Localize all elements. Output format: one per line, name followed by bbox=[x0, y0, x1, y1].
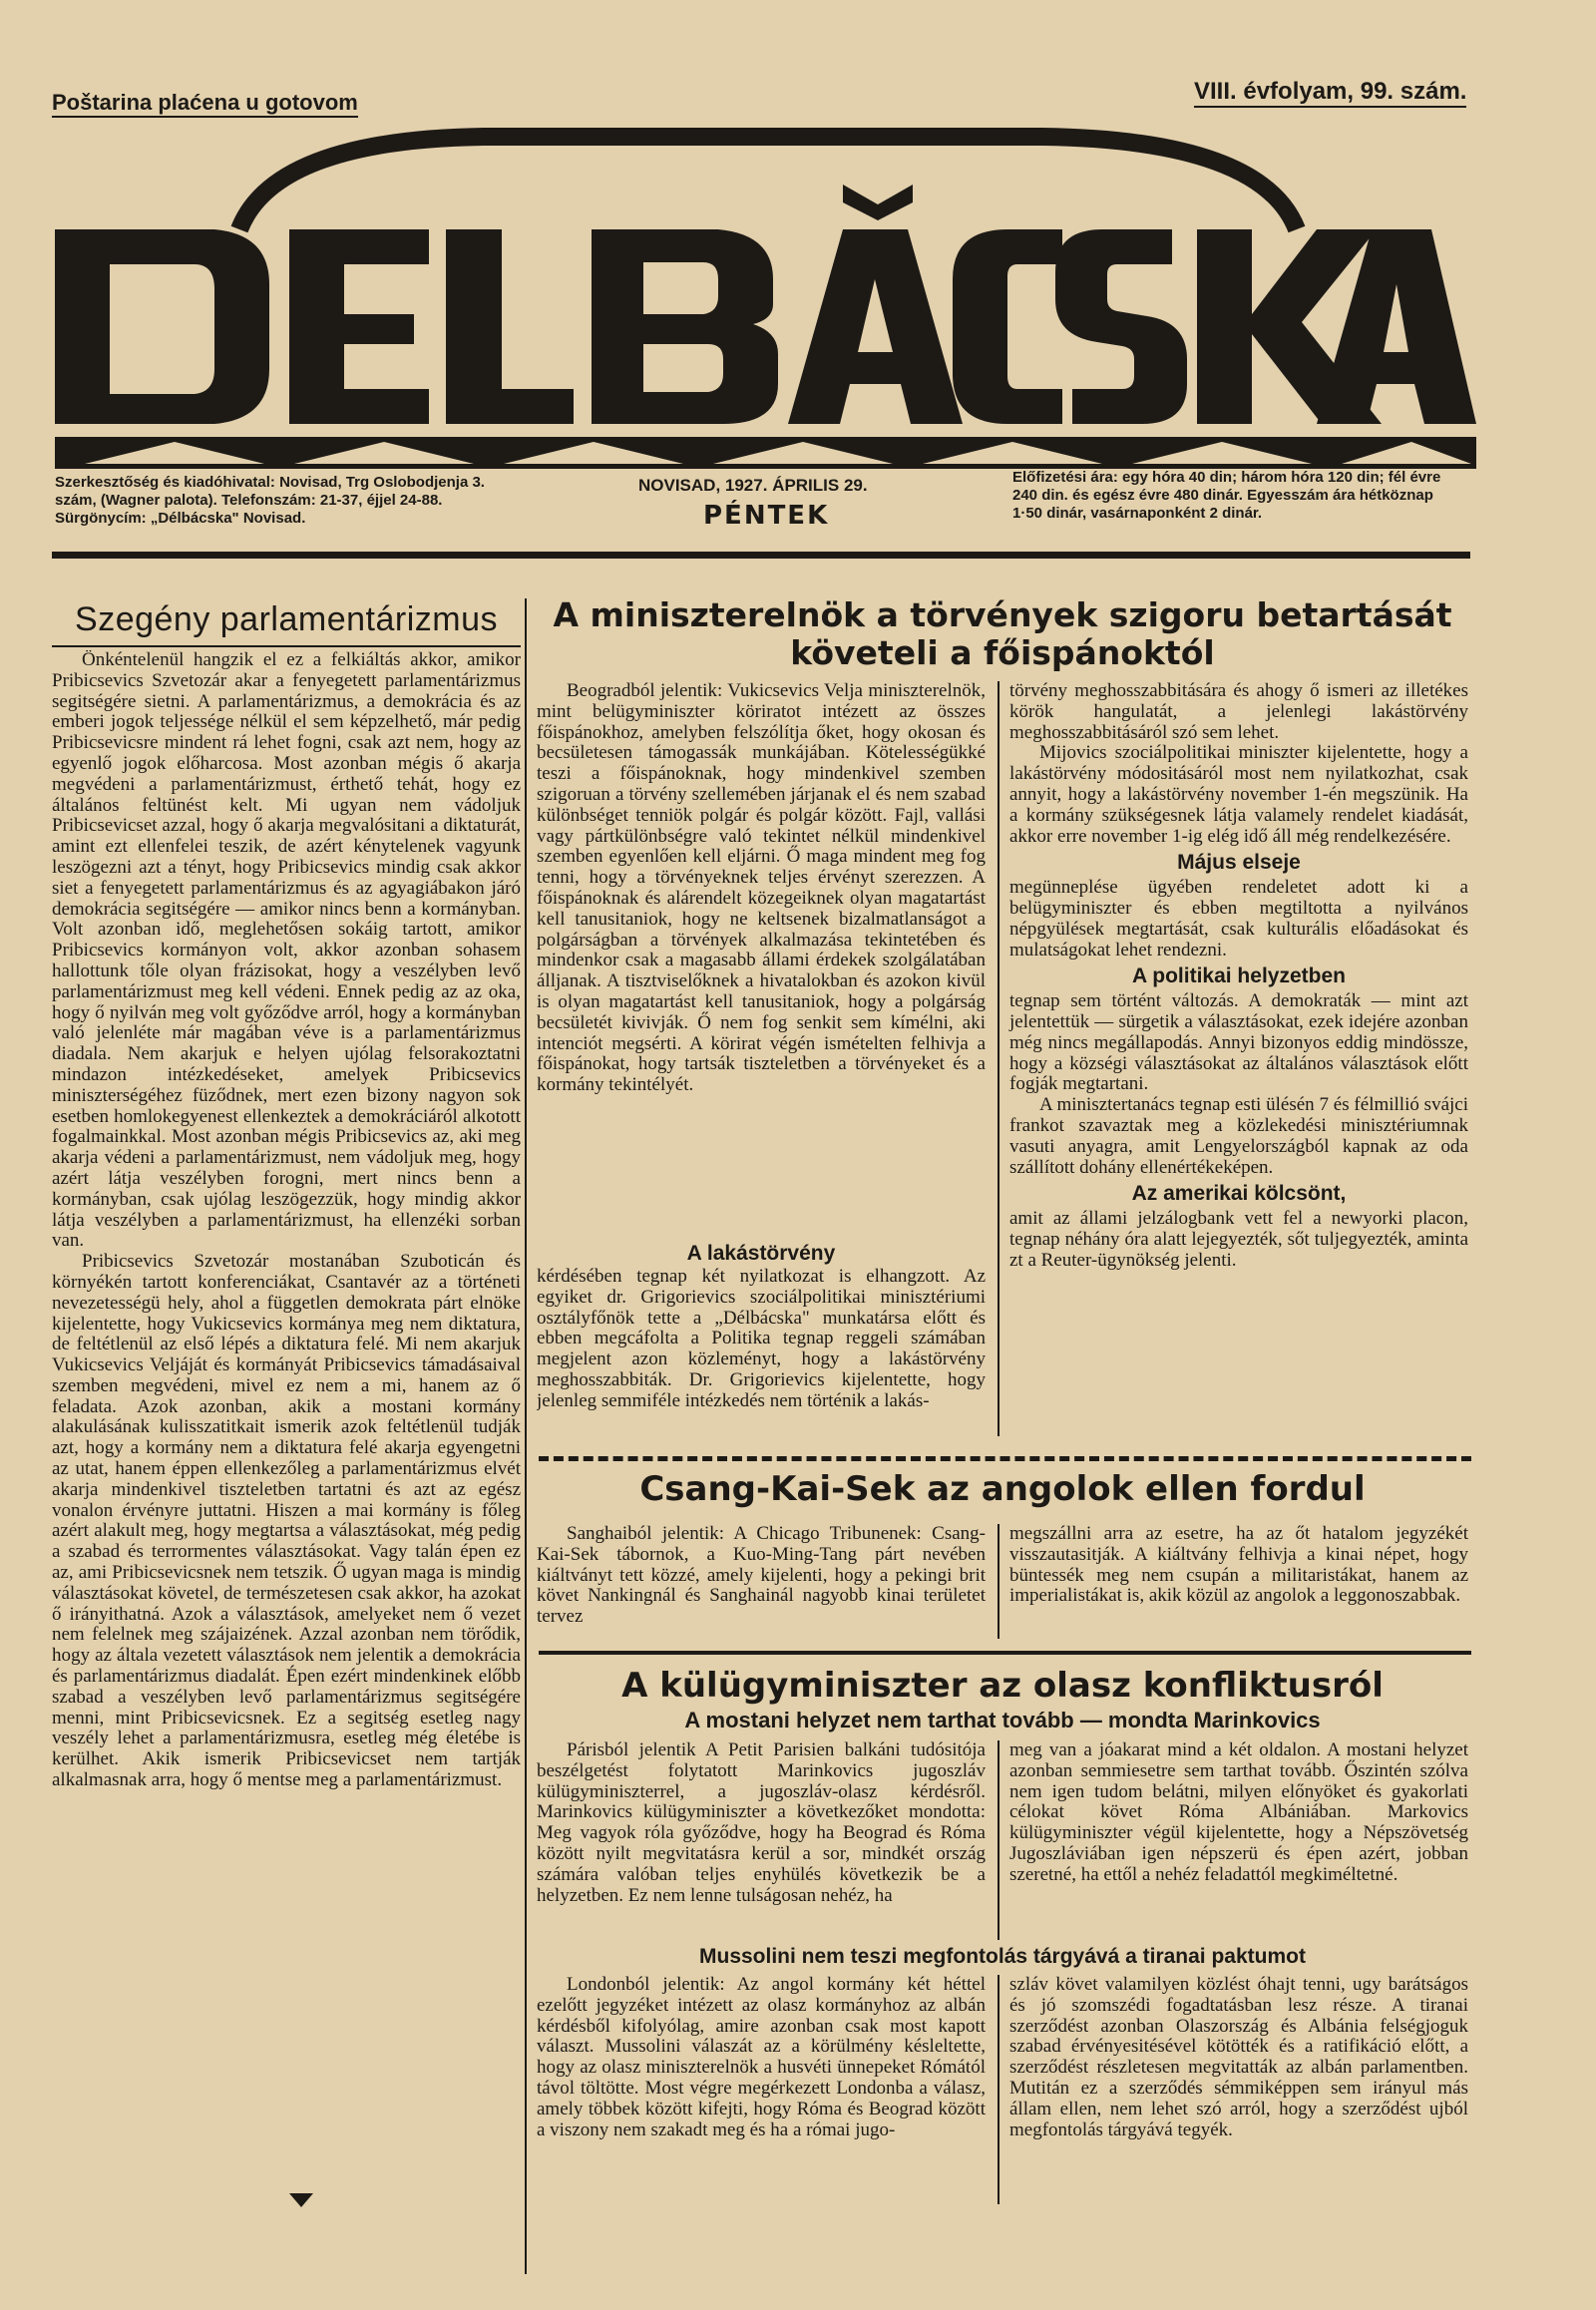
mussolini-col1 bbox=[537, 1975, 986, 2204]
left-article-body bbox=[52, 650, 521, 2189]
issue-date: NOVISAD, 1927. ÁPRILIS 29. bbox=[638, 476, 868, 495]
csang-article-title: Csang-Kai-Sek az angolok ellen fordul bbox=[639, 1469, 1366, 1509]
csang-column-divider bbox=[998, 1524, 999, 1639]
column-divider bbox=[525, 598, 527, 2274]
weekday: PÉNTEK bbox=[703, 501, 830, 531]
paragraph: törvény meghosszabbitására és ahogy ő ismeri az illetékes körök hangulatát, a jelenlegi lakástörvény meghosszabbitásáról szó sem lehet. bbox=[1009, 680, 1468, 743]
paragraph: megszállni arra az esetre, ha az őt hatalom jegyzékét visszautasitják. A kiáltvány felhivja a kinai népet, hogy büntessék meg nem csupán a militaristákat, hanem az imperialistákat is, akik közül az angolok a leggonoszabbak. bbox=[1009, 1523, 1468, 1607]
mussolini-col2 bbox=[1009, 1975, 1468, 2204]
postage-note: Poštarina plaćena u gotovom bbox=[52, 90, 358, 118]
subscription-info: Előfizetési ára: egy hóra 40 din; három hóra 120 din; fél évre 240 din. és egész évre 480 dinár. Egyesszám ára hétköznap 1·50 dinár, vasárnaponként 2 dinár. bbox=[1012, 469, 1441, 522]
paragraph: A minisztertanács tegnap esti ülésén 7 és félmillió svájci frankot szavaztak meg a közlekedési minisztériumnak vasuti anyagra, amit Lengyelországból kapnak az oda szállított dohány ellenértékeképen. bbox=[1009, 1094, 1468, 1178]
mussolini-subhead: Mussolini nem teszi megfontolás tárgyává a tiranai paktumot bbox=[699, 1945, 1306, 1968]
paragraph: szláv követ valamilyen közlést óhajt tenni, ugy barátságos és jó szomszédi fogadtatásban lesz része. A tiranai szerződést azonban Olaszország és Albánia felségjoguk szabad érvényesitésével kötötték és a ratifikáció előtt, a szerződést részletesen megvitatták az albán parlamentben. Mutitán ez a szerződés sémmiképpen sem irányul más állam ellen, nem lehet szó arról, hogy a szerződést ujból megfontolás tárgyává tegyék. bbox=[1009, 1975, 1468, 2140]
paragraph: Mijovics szociálpolitikai miniszter kijelentette, hogy a lakástörvény módositásáról most nem nyilatkozhat, csak annyit, hogy a lakástörvény november 1-én megszünik. Ha a kormány szükségesnek látja valamely rendelet kiadását, akkor erre november 1-ig elég idő áll még rendelkezésére. bbox=[1009, 742, 1468, 847]
main-col1-sub-body bbox=[537, 1267, 986, 1436]
csang-col1 bbox=[537, 1524, 986, 1644]
paragraph: kérdésében tegnap két nyilatkozat is elhangzott. Az egyiket dr. Grigorievics szociálpolitikai minisztériumi osztályfőnök tette a „Délbácska" munkatársa előtt és ebben megcáfolta a Politika tegnap reggeli számában megjelent azon közleményt, hogy a lakástörvény meghosszabbiták. Dr. Grigorievics kijelentette, hogy jelenleg semmiféle intézkedés nem történik a lakás- bbox=[537, 1267, 986, 1411]
main-article-title: A miniszterelnök a törvények szigoru betartását követeli a főispánoktól bbox=[553, 595, 1452, 672]
main-col1-body bbox=[537, 681, 986, 1240]
paragraph: megünneplése ügyében rendeletet adott ki a belügyminiszter és ebben megtiltotta a nyilvános népgyülések megtartását, csak kulturális előadásokat és mulatságokat lehet rendezni. bbox=[1009, 877, 1468, 961]
subhead-majus: Május elseje bbox=[1177, 851, 1301, 875]
subhead-amerikai: Az amerikai kölcsönt, bbox=[1131, 1182, 1347, 1206]
section-divider bbox=[539, 1456, 1471, 1461]
paragraph: Beogradból jelentik: Vukicsevics Velja miniszterelnök, mint belügyminiszter köriratot intézett az összes főispánokhoz, amelyben felszólítja őket, hogy okosan és becsületesen támogassák munkájában. Kötelességükké teszi a főispánoknak, hogy mindenkivel szemben szigoruan a törvény szellemében járjanak el és nem szabad különbséget tenniök polgár és polgár között. Fajl, vallási vagy pártkülönbségre való tekintet nélkül mindenkivel szemben egyenlően kell eljárni. Ő maga mindent meg fog tenni, hogy a törvényeknek teljes érvényt szerezzen. A főispánoknak és alárendelt közegeiknek olyan magatartást kell tanusitaniok, hogy ne keltsenek bizalmatlanságot a polgárságban a törvények alkalmazása tekintetében és mindenkor csak a magasabb állami érdekek szolgálatában álljanak. A tisztviselőknek a hivatalokban és azokon kivül is olyan magatartást kell tanusitaniok, hogy a polgárság becsületét kivivják. Ő nem fog senkit sem kímélni, aki intenciót megsérti. A körirat végén ismételten felhivja a főispánokat, hogy tartsák tiszteletben a törvényeket és a kormány tekintélyét. bbox=[537, 681, 986, 1096]
main-col2-body bbox=[1009, 681, 1468, 1272]
kulugy-col1 bbox=[537, 1740, 986, 1940]
issue-number: VIII. évfolyam, 99. szám. bbox=[1194, 78, 1466, 108]
kulugy-subtitle: A mostani helyzet nem tarthat tovább — mondta Marinkovics bbox=[684, 1708, 1321, 1732]
header-rule bbox=[52, 552, 1470, 559]
editorial-address: Szerkesztőség és kiadóhivatal: Novisad, Trg Oslobodjenja 3. szám, (Wagner palota). Telefonszám: 21-37, éjjel 24-88. Sürgönycím: „Délbácska" Novisad. bbox=[55, 474, 485, 527]
left-article-title: Szegény parlamentárizmus bbox=[75, 600, 498, 638]
kulugy-column-divider bbox=[998, 1740, 999, 1940]
paragraph: Londonból jelentik: Az angol kormány két héttel ezelőtt jegyzéket intézett az olasz kormányhoz az albán kérdésből kifolyólag, amire azonban csak most kapott választ. Mussolini válaszát az a körülmény késleltette, hogy az olasz miniszterelnök a husvéti ünnepeket Rómától távol töltötte. Most végre megérkezett Londonba a válasz, amely többek között kifejti, hogy Róma és Beograd között a viszony nem szakadt meg és ha a római jugo- bbox=[537, 1975, 986, 2140]
masthead-logo bbox=[55, 125, 1476, 469]
mussolini-column-divider bbox=[998, 1975, 999, 2204]
csang-col2 bbox=[1009, 1524, 1468, 1607]
paragraph: amit az állami jelzálogbank vett fel a newyorki placon, tegnap néhány óra alatt lejegyezték, sőt tuljegyezték, aminta zt a Reuter-ügynökség jelenti. bbox=[1009, 1208, 1468, 1271]
paragraph: tegnap sem történt változás. A demokraták — mint azt jelentettük — sürgetik a választásokat, ezek idejére azonban még nincs megállapodás. Annyi bizonyos eddig mindössze, hogy a községi választásokat az általános választások előtt fogják megtartani. bbox=[1009, 990, 1468, 1095]
section-rule bbox=[539, 1651, 1471, 1655]
kulugy-col2 bbox=[1009, 1740, 1468, 1940]
paragraph: Pribicsevics Szvetozár mostanában Szuboticán és környékén tartott konferenciákat, Csantavér az a történeti nevezetességü hely, ahol a független demokrata párt elnöke kijelentette, hogy Vukicsevics kormánya meg nem diktatura, de feltétlenül az első lépés a diktatura felé. Mi nem akarjuk Vukicsevics Veljáját és kormányát Pribicsevics támadásaival szemben megvédeni, mivel ez nem a mi, hanem az ő feladata. Azok azonban, akik a mostani kormány alakulásának kulisszatitkait ismerik azok feltétlenül tudják azt, hogy a kormány nem a diktatura felé akarja egyengetni az utat, hanem éppen ellenkezőleg a parlamentárizmus elvét akarja mindenkivel tiszteletben tartatni és azt az egész vonalon érvényre juttatni. Hiszen a mai kormány is főleg azért alakult meg, hogy megtartsa a választásokat, még pedig a szabad és terrormentes választásokat. Vagy talán épen ez az, ami Pribicsevicsnek nem tetszik. Ő ugyan maga is mindig választásokat követel, de természetesen csak akkor, ha azokat ő irányithatná. Azok a választások, amelyeket nem ő vezet nem felelnek meg szájaizének. Azzal azonban nem törődik, hogy az általa vezetett választások nem jelentik a demokrácia és parlamentárizmus diadalát. Épen ezért mindenkinek előbb szabad a veszélyben levő parlamentárizmus segitségére menni, mint Pribicsevicsnek. Ez a segitség esetleg nagy veszély lehet a parlamentárizmusra, esetleg még életébe is kerülhet. Akik ismerik Pribicsevicset nem tartják alkalmasnak arra, hogy ő mentse meg a parlamentárizmust. bbox=[52, 1251, 521, 1791]
left-title-rule bbox=[52, 645, 521, 647]
main-column-divider bbox=[998, 681, 999, 1436]
paragraph: Sanghaiból jelentik: A Chicago Tribunenek: Csang-Kai-Sek tábornok, a Kuo-Ming-Tang párt nevében kiáltványt tett közzé, amely kijelenti, hogy a pekingi brit követ Nankingnál és Sanghainál nagyobb kinai területet tervez bbox=[537, 1524, 986, 1628]
end-arrow-icon bbox=[289, 2193, 313, 2207]
paragraph: Párisból jelentik A Petit Parisien balkáni tudósitója beszélgetést folytatott Marinkovics jugoszláv külügyminiszterrel, a jugoszláv-olasz kérdésről. Marinkovics külügyminiszter a következőket mondotta: Meg vagyok róla győződve, hogy ha Beograd és Róma között nyilt megvitatásra kerül a sor, mindkét ország számára valóban teljes enyhülés következik be a helyzetben. Ez nem lenne tulságosan nehéz, ha bbox=[537, 1740, 986, 1906]
subhead-lakastorveny: A lakástörvény bbox=[686, 1242, 836, 1265]
paragraph: Önkéntelenül hangzik el ez a felkiáltás akkor, amikor Pribicsevics Szvetozár akar a fenyegetett parlamentárizmus segitségére sietni. A parlamentárizmus, a demokrácia és az emberi jogok teljessége nélkül el sem képzelhető, már pedig Pribicsevicsre mindent rá lehet fogni, csak azt nem, hogy az egyenlő jogok előharcosa. Most azonban mégis ő akarja megvédeni a parlamentárizmust, érthető tehát, hogy ez általános feltünést kelt. Mi ugyan nem vádoljuk Pribicsevicset azzal, hogy ő akarja megvalósitani a diktaturát, amint ezt ellenfelei teszik, de azért kénytelenek vagyunk leszögezni azt a tényt, hogy Pribicsevics mindig csak akkor siet a fenyegetett parlamentárizmus és az agyagiábakon járó demokrácia segitségére — amikor nincs benn a kormányban. Volt azonban idő, meglehetősen sokáig tartott, amikor Pribicsevics kormányon volt, akkor azonban sohasem hallottunk tőle olyan frázisokat, hogy a veszélyben levő parlamentárizmust meg kell védeni. Ennek pedig az az oka, hogy ő nyilván meg volt győződve arról, hogy a kormányban való jelenléte már magában véve is a parlamentárizmus diadala. Nem akarjuk e helyen ujólag felsorakoztatni mindazon intézkedéseket, amelyek Pribicsevics miniszterségéhez füződnek, mert ezen bizony nagyon sok esetben homlokegyenest ellenkeztek a demokráciáról alkotott fogalmainkkal. Most azonban mégis Pribicsevics az, aki meg akarja védeni a parlamentárizmust, nem vádoljuk meg, hogy azért látja veszélyben forogni, mert nincs benn a kormányban, csak ujólag leszögezzük, hogy mindig akkor látja veszélyben a parlamentárizmust, ha ellenzéki sorban van. bbox=[52, 650, 521, 1252]
kulugy-article-title: A külügyminiszter az olasz konfliktusról bbox=[621, 1666, 1384, 1706]
paragraph: meg van a jóakarat mind a két oldalon. A mostani helyzet azonban semmiesetre sem tarthat tovább. Őszintén szólva nem igen tudom belátni, milyen előnyöket és gyakorlati célokat követ Róma Albániában. Markovics külügyminiszter végül kijelentette, hogy a Népszövetség Jugoszláviában igen népszerü és épen azért, jobban szeretné, ha ettől a nehéz feladattól megkiméltetné. bbox=[1009, 1740, 1468, 1885]
subhead-politikai: A politikai helyzetben bbox=[1132, 964, 1346, 988]
